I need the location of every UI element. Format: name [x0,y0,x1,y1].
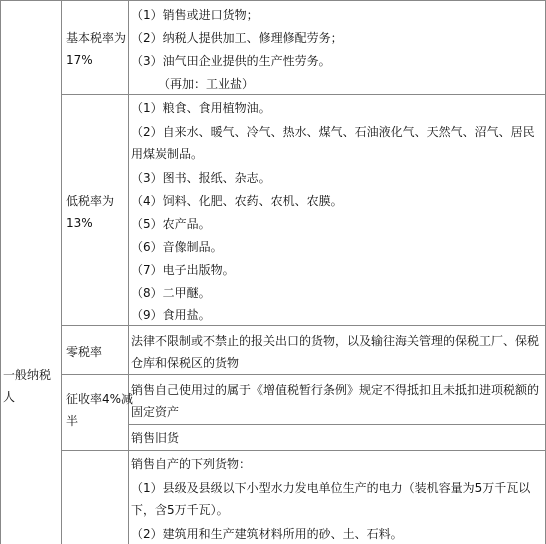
low-item-6: （6）音像制品。 [131,240,223,254]
low-item-7: （7）电子出版物。 [131,263,235,277]
last-item-2: （2）建筑用和生产建筑材料所用的砂、土、石料。 [131,527,403,541]
taxpayer-type-line2: 人 [3,390,16,404]
levy-item-line1: 销售自己使用过的属于《增值税暂行条例》规定不得抵扣且未抵扣进项税额的 [131,383,540,397]
category-basic-line1: 基本税率为 [66,31,127,45]
last-item-1: （1）县级及县级以下小型水力发电单位生产的电力（装机容量为5万千瓦以 [131,481,531,495]
category-low-line2: 13% [66,216,93,230]
row-divider-levy-last [61,450,546,451]
border-top [0,0,546,1]
row-divider-basic-low [61,94,546,95]
category-zero-rate [66,341,102,363]
category-levy-line2: 半 [66,414,79,428]
zero-item-line2: 仓库和保税区的货物 [131,356,240,370]
last-item-1-cont: 下，含5万千瓦）。 [131,503,229,517]
category-basic-rate [66,27,126,71]
border-col1 [61,0,62,544]
basic-item-2: （2）纳税人提供加工、修理修配劳务； [131,31,343,45]
category-levy-rate [66,388,133,432]
low-item-3: （3）图书、报纸、杂志。 [131,171,271,185]
low-item-9: （9）食用盐。 [131,308,211,322]
basic-item-note: （再加：工业盐） [158,77,255,91]
low-item-5: （5）农产品。 [131,217,211,231]
basic-item-3: （3）油气田企业提供的生产性劳务。 [131,54,331,68]
row-divider-low-zero [61,325,546,326]
row-divider-zero-levy [61,374,546,375]
low-item-2-cont: 用煤炭制品。 [131,147,204,161]
low-item-2: （2）自来水、暖气、冷气、热水、煤气、石油液化气、天然气、沼气、居民 [131,125,535,139]
category-basic-line2: 17% [66,53,93,67]
levy-item-line2: 固定资产 [131,405,180,419]
zero-item-line1: 法律不限制或不禁止的报关出口的货物，以及输往海关管理的保税工厂、保税 [131,334,540,348]
low-item-8: （8）二甲醚。 [131,286,211,300]
category-low-rate [66,190,114,234]
taxpayer-type-cell [3,364,51,408]
category-levy-line1: 征收率4%减 [66,392,134,406]
border-col2 [128,0,129,544]
row-divider-levy-subrow [128,424,546,425]
basic-item-1: （1）销售或进口货物； [131,8,259,22]
category-low-line1: 低税率为 [66,194,115,208]
low-item-4: （4）饲料、化肥、农药、农机、农膜。 [131,194,343,208]
used-goods-item: 销售旧货 [131,431,180,445]
border-left [0,0,1,544]
last-item-intro: 销售自产的下列货物： [131,457,252,471]
taxpayer-type-line1: 一般纳税 [3,368,52,382]
category-zero-line1: 零税率 [66,345,103,359]
low-item-1: （1）粮食、食用植物油。 [131,101,271,115]
